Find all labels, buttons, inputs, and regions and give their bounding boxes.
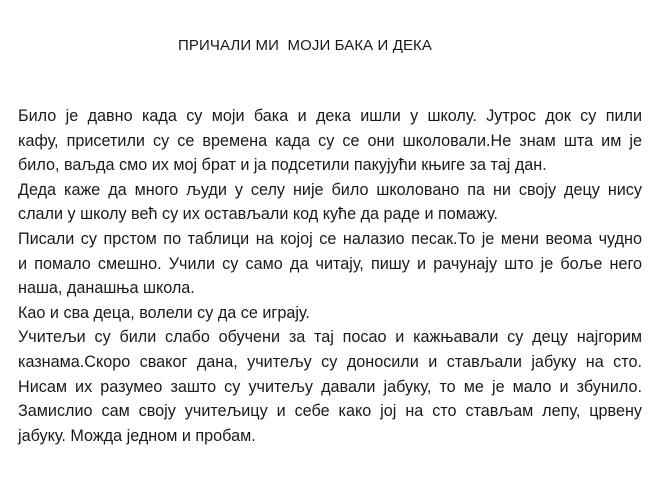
text-line: и помало смешно. Учили су само да читају, пишу и рачунају што је боље него xyxy=(18,254,642,273)
text-line: било, ваљда смо их мој брат и ја подсетили пакујући књиге за тај дан. xyxy=(18,156,547,175)
text-line: Нисам их разумео зашто су учитељу давали јабуку, то ме је мало и збунило. xyxy=(18,377,642,396)
text-line: Замислио сам своју учитељицу и себе како јој на сто стављам лепу, црвену xyxy=(18,402,642,421)
document-body xyxy=(18,104,642,448)
text-line: јабуку. Можда једном и пробам. xyxy=(18,426,256,445)
text-line: Учитељи су били слабо обучени за тај посао и кажњавали су децу најгорим xyxy=(18,328,642,347)
text-line: наша, данашња школа. xyxy=(18,279,195,298)
text-line: кафу, присетили су се времена када су се они школовали.Не знам шта им је xyxy=(18,131,642,150)
text-line: казнама.Скоро сваког дана, учитељу су доносили и стављали јабуку на сто. xyxy=(18,352,642,371)
text-line: Деда каже да много људи у селу није било школовано па ни своју децу нису xyxy=(18,180,642,199)
document-title: ПРИЧАЛИ МИ МОЈИ БАКА И ДЕКА xyxy=(178,37,432,54)
text-line: Било је давно када су моји бака и дека ишли у школу. Јутрос док су пили xyxy=(18,107,642,125)
text-line: слали у школу већ су их остављали код куће да раде и помажу. xyxy=(18,205,498,224)
text-line: Као и сва деца, волели су да се играју. xyxy=(18,303,310,322)
text-line: Писали су прстом по таблици на којој се налазио песак.То је мени веома чудно xyxy=(18,229,642,248)
